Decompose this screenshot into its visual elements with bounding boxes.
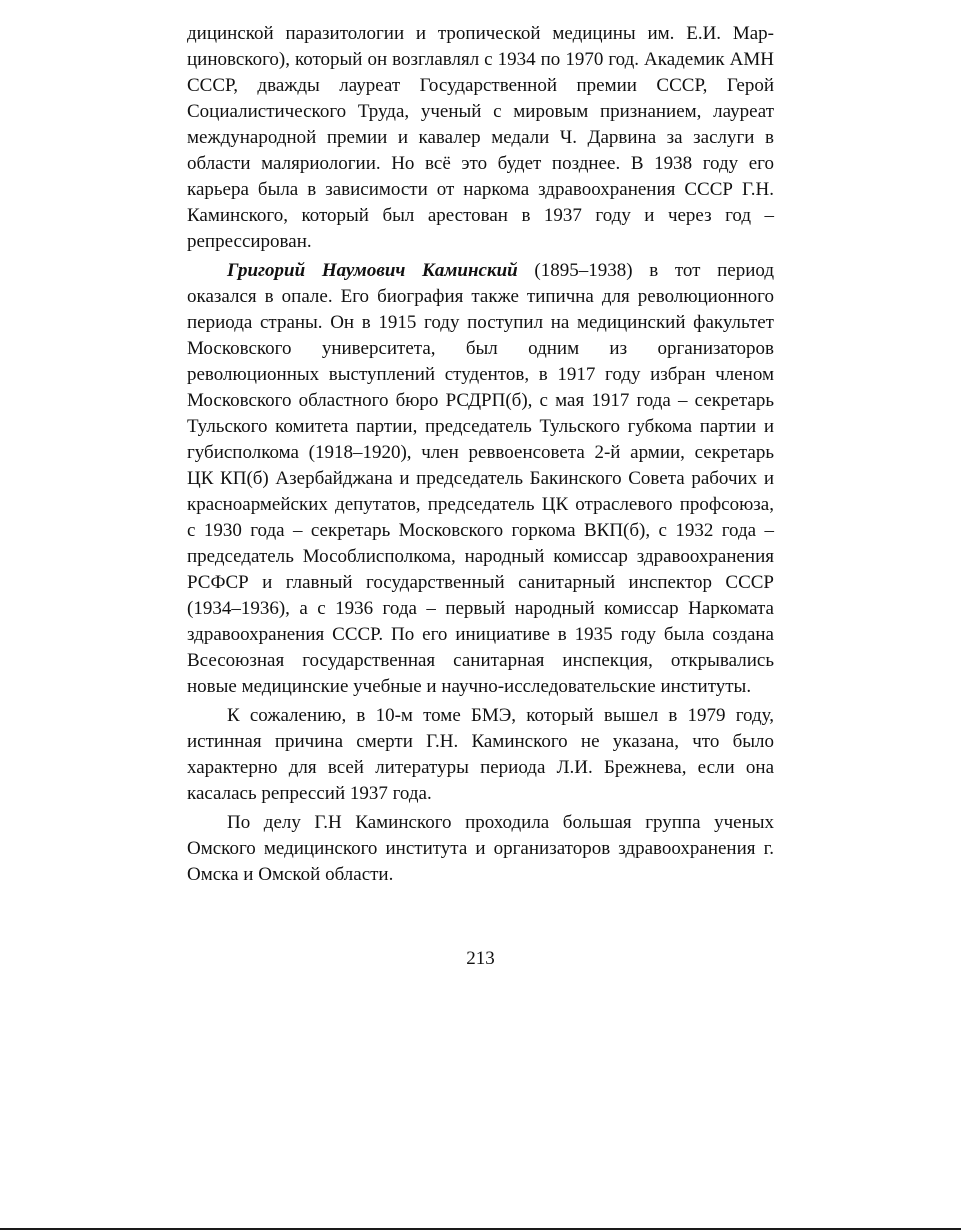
paragraph-2 (187, 258, 774, 700)
paragraph-3 (187, 703, 774, 807)
person-name: Григорий Наумович Каминский (227, 260, 518, 281)
paragraph-4-text: По делу Г.Н Каминского проходила большая группа ученых Омского медицинского института и организаторов здравоохранения г. Омска и Омской области. (187, 812, 774, 885)
paragraph-1 (187, 21, 774, 255)
page-number: 213 (466, 948, 495, 969)
page-body (187, 21, 774, 888)
paragraph-3-text: К сожалению, в 10-м томе БМЭ, который вышел в 1979 году, истинная причина смерти Г.Н. Каминского не указана, что было характерно для всей литературы периода Л.И. Брежнева, если она касалась репрессий 1937 года. (187, 705, 774, 804)
paragraph-2-text: (1895–1938) в тот период оказался в опале. Его биография также типична для революционного периода страны. Он в 1915 году поступил на медицинский факультет Московского университета, был одним из организаторов революционных выступлений студентов, в 1917 году избран членом Московского областного бюро РСДРП(б), с мая 1917 года – секретарь Тульского комитета партии, председатель Тульского губкома партии и губисполкома (1918–1920), член реввоенсовета 2-й армии, секретарь ЦК КП(б) Азербайджана и председатель Бакинского Совета рабочих и красноармейских депутатов, председатель ЦК отраслевого профсоюза, с 1930 года – секретарь Московского горкома ВКП(б), с 1932 года – председатель Мособлисполкома, народный комиссар здравоохранения РСФСР и главный государственный санитарный инспектор СССР (1934–1936), а с 1936 года – первый народный комиссар Наркомата здравоохранения СССР. По его инициативе в 1935 году была создана Всесоюзная государственная санитарная инспекция, открывались новые медицинские учебные и научно-исследовательские институты. (187, 260, 774, 697)
paragraph-4 (187, 810, 774, 888)
paragraph-1-text: дицинской паразитологии и тропической медицины им. Е.И. Марциновского), который он возглавлял с 1934 по 1970 год. Академик АМН СССР, дважды лауреат Государственной премии СССР, Герой Социалистического Труда, ученый с мировым признанием, лауреат международной премии и кавалер медали Ч. Дарвина за заслуги в области маляриологии. Но всё это будет позднее. В 1938 году его карьера была в зависимости от наркома здравоохранения СССР Г.Н. Каминского, который был арестован в 1937 году и через год – репрессирован. (187, 23, 774, 252)
